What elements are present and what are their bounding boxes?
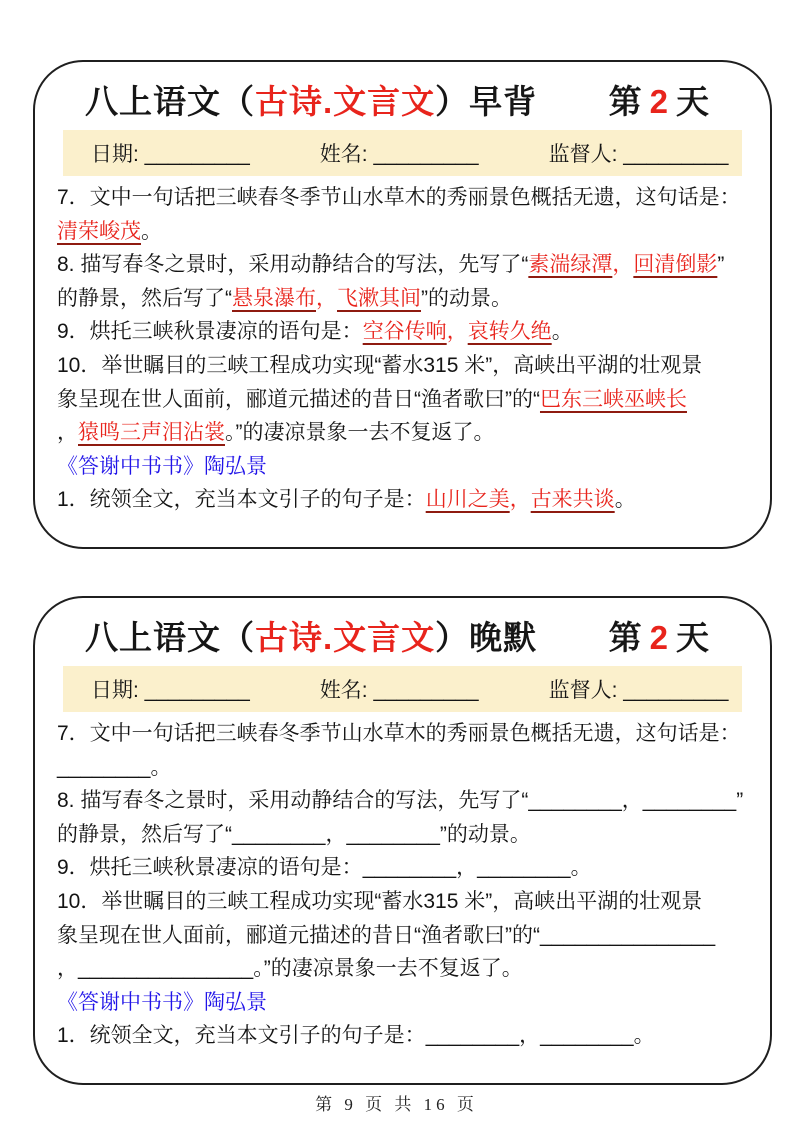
question-text: ， [325,822,347,846]
page-number: 第 9 页 共 16 页 [315,1095,478,1114]
supervisor-field [549,138,729,168]
name-field [320,674,479,704]
answer-text: 古来共谈 [530,488,615,512]
qa-line [57,181,750,215]
date-label: 日期: [91,143,145,166]
qa-line [57,751,750,785]
question-text: ” [717,253,725,277]
section-title: 《答谢中书书》陶弘景 [57,990,267,1014]
worksheet-panel-morning [33,60,772,549]
question-text: 8. 描写春冬之景时，采用动静结合的写法，先写了“ [57,789,529,813]
day-suffix: 天 [676,83,710,120]
title-text-black: 八上语文（ [85,83,255,120]
panel-title-day [609,76,710,123]
qa-line [57,919,750,953]
question-text: 。”的凄凉景象一去不复返了。 [225,421,495,445]
question-text: ， [621,789,643,813]
question-text: 8. 描写春冬之景时，采用动静结合的写法，先写了“ [57,253,529,277]
question-list [57,181,750,517]
day-number: 2 [649,619,669,656]
panel-title-main [85,612,537,659]
question-text: 。 [150,755,172,779]
answer-text: 巴东三峡巫峡长 [539,387,687,411]
qa-line [57,282,750,316]
answer-blank: ________ [57,755,151,779]
question-text: ”的动景。 [421,286,512,310]
answer-comma: ， [316,286,337,310]
date-field [91,138,250,168]
answer-text: 飞漱其间 [337,286,421,310]
supervisor-label: 监督人: [548,143,624,166]
question-text: 的静景，然后写了“ [57,822,232,846]
question-text: ， [57,957,78,981]
supervisor-blank: _________ [623,143,729,166]
answer-blank: ________ [642,789,737,813]
supervisor-field [549,674,729,704]
qa-line [57,885,750,919]
answer-comma: ， [446,320,468,344]
answer-text: 哀转久绝 [467,320,552,344]
qa-line [57,383,750,417]
qa-line [57,717,750,751]
title-text-black2: ）晚默 [435,619,538,656]
name-label: 姓名: [319,679,374,702]
answer-comma: ， [509,488,531,512]
qa-line [57,315,750,349]
qa-line [57,483,750,517]
answer-blank: _______________ [78,957,254,981]
name-field [320,138,479,168]
answer-text: 山川之美 [425,488,510,512]
answer-text: 回清倒影 [633,253,718,277]
day-suffix: 天 [676,619,710,656]
question-list [57,717,750,1053]
qa-line [57,450,750,484]
day-number: 2 [649,83,669,120]
worksheet-panel-evening [33,596,772,1085]
answer-blank: ________ [477,856,571,880]
answer-blank: ________ [540,1024,634,1048]
answer-blank: _______________ [539,923,716,947]
answer-text: 猿鸣三声泪沾裳 [78,421,225,445]
qa-line [57,416,750,450]
qa-line [57,818,750,852]
question-text: 9．烘托三峡秋景凄凉的语句是： [57,856,363,880]
question-text: 。 [570,856,592,880]
answer-text: 悬泉瀑布 [232,286,316,310]
qa-line [57,986,750,1020]
qa-line [57,248,750,282]
title-text-black2: ）早背 [435,83,538,120]
question-text: 的静景，然后写了“ [57,286,232,310]
name-blank: _________ [373,143,479,166]
question-text: ” [736,789,744,813]
question-text: 。 [141,219,162,243]
info-band [63,666,742,712]
title-text-black: 八上语文（ [85,619,255,656]
qa-line [57,952,750,986]
answer-blank: ________ [346,822,440,846]
qa-line [57,215,750,249]
date-blank: _________ [144,679,250,702]
date-label: 日期: [91,679,145,702]
question-text: 1．统领全文，充当本文引子的句子是： [57,1024,426,1048]
supervisor-label: 监督人: [548,679,624,702]
answer-blank: ________ [528,789,622,813]
question-text: 。”的凄凉景象一去不复返了。 [253,957,523,981]
question-text: 7．文中一句话把三峡春冬季节山水草木的秀丽景色概括无遗，这句话是： [57,186,741,209]
section-title: 《答谢中书书》陶弘景 [57,454,267,478]
panel-title-day [609,612,710,659]
qa-line [57,349,750,383]
date-field [91,674,250,704]
question-text: 象呈现在世人面前，郦道元描述的昔日“渔者歌曰”的“ [57,923,540,947]
day-prefix: 第 [608,619,643,656]
supervisor-blank: _________ [623,679,729,702]
qa-line [57,784,750,818]
question-text: 1．统领全文，充当本文引子的句子是： [57,488,426,512]
date-blank: _________ [144,143,250,166]
panel-title [85,76,710,123]
question-text: 7．文中一句话把三峡春冬季节山水草木的秀丽景色概括无遗，这句话是： [57,722,741,745]
panel-title [85,612,710,659]
question-text: 。 [551,320,573,344]
answer-comma: ， [612,253,634,277]
qa-line [57,851,750,885]
day-prefix: 第 [608,83,643,120]
question-text: 。 [633,1024,655,1048]
question-text: ”的动景。 [439,822,531,846]
answer-blank: ________ [362,856,457,880]
question-text: ， [519,1024,541,1048]
title-text-red: 古诗.文言文 [255,619,436,656]
answer-text: 空谷传响 [362,320,447,344]
question-text: 10．举世瞩目的三峡工程成功实现“蓄水315 米”，高峡出平湖的壮观景 [57,889,703,913]
question-text: 象呈现在世人面前，郦道元描述的昔日“渔者歌曰”的“ [57,387,540,411]
answer-text: 素湍绿潭 [528,253,613,277]
question-text: 9．烘托三峡秋景凄凉的语句是： [57,320,363,344]
qa-line [57,1019,750,1053]
answer-blank: ________ [232,822,326,846]
answer-text: 清荣峻茂 [57,219,141,243]
name-label: 姓名: [319,143,374,166]
name-blank: _________ [373,679,479,702]
answer-blank: ________ [425,1024,520,1048]
question-text: 10．举世瞩目的三峡工程成功实现“蓄水315 米”，高峡出平湖的壮观景 [57,353,703,377]
title-text-red: 古诗.文言文 [255,83,436,120]
question-text: ， [57,421,78,445]
question-text: 。 [614,488,636,512]
question-text: ， [456,856,478,880]
info-band [63,130,742,176]
panel-title-main [85,76,537,123]
